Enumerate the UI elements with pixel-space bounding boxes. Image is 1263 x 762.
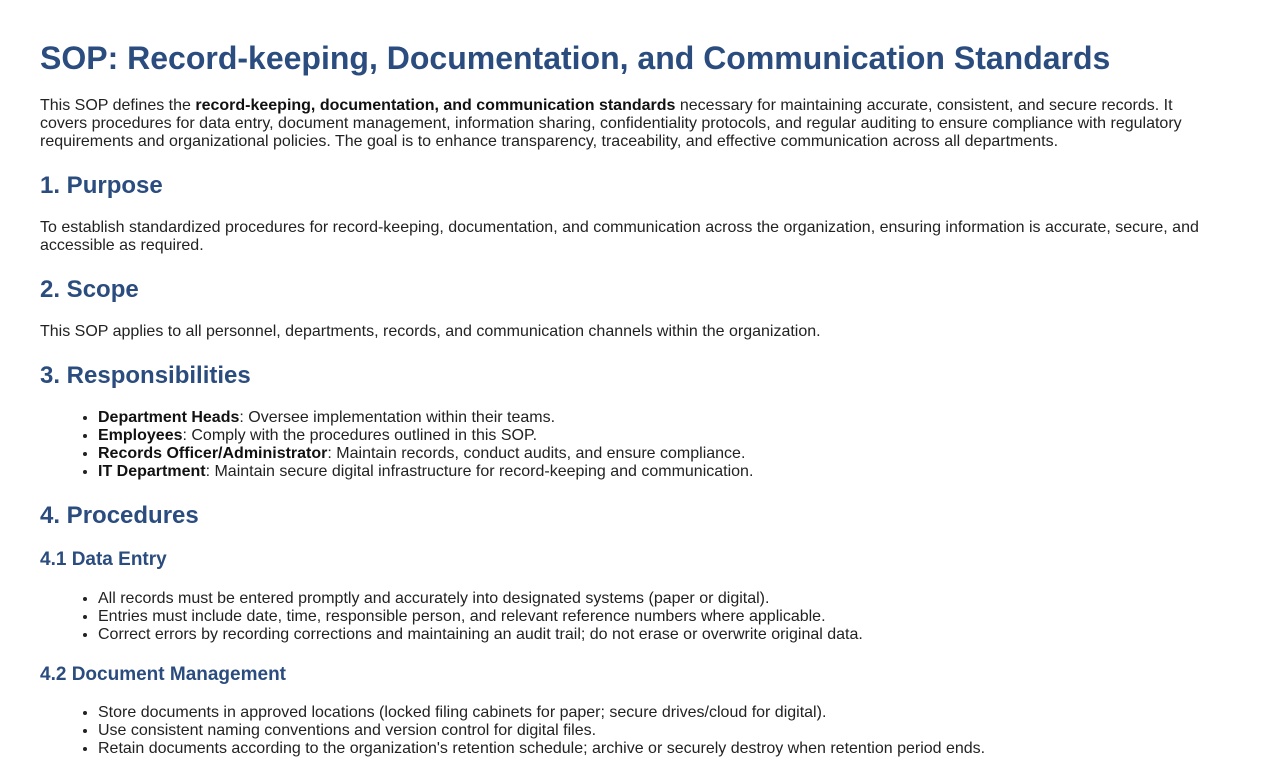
responsibilities-list: [40, 409, 1223, 481]
intro-text-end: necessary for maintaining accurate, consistent, and secure records. It covers procedures for data entry, document management, information sharing, confidentiality protocols, and regular auditing to ensure compliance with regulatory requirements and organizational policies. The goal is to enhance transparency, traceability, and effective communication across all departments.: [40, 97, 1182, 150]
intro-bold-text: record-keeping, documentation, and communication standards: [195, 97, 676, 114]
responsibilities-heading: 3. Responsibilities: [40, 362, 251, 389]
data-entry-heading: 4.1 Data Entry: [40, 549, 167, 570]
role-label: Records Officer/Administrator: [98, 445, 328, 462]
page-title: SOP: Record-keeping, Documentation, and Communication Standards: [40, 40, 1111, 76]
role-description: : Oversee implementation within their teams.: [239, 409, 556, 426]
list-item: • All records must be entered promptly and accurately into designated systems (paper or digital).: [98, 590, 1223, 608]
list-item: • Use consistent naming conventions and version control for digital files.: [98, 722, 1223, 740]
document-management-list: [40, 704, 1223, 758]
purpose-text: To establish standardized procedures for record-keeping, documentation, and communication across the organization, ensuring information is accurate, secure, and accessible as required.: [40, 219, 1199, 254]
intro-paragraph: [40, 97, 1223, 151]
intro-text-start: This SOP defines the: [40, 97, 196, 114]
role-description: : Maintain records, conduct audits, and ensure compliance.: [327, 445, 746, 462]
scope-heading: 2. Scope: [40, 276, 139, 303]
list-item: • Retain documents according to the organization's retention schedule; archive or securely destroy when retention period ends.: [98, 740, 1223, 758]
list-item: [98, 427, 1223, 445]
scope-text: This SOP applies to all personnel, departments, records, and communication channels within the organization.: [40, 323, 821, 340]
role-label: IT Department: [98, 463, 206, 480]
list-item: [98, 463, 1223, 481]
role-label: Department Heads: [98, 409, 240, 426]
list-item: • Entries must include date, time, responsible person, and relevant reference numbers where applicable.: [98, 608, 1223, 626]
list-item: • Correct errors by recording corrections and maintaining an audit trail; do not erase or overwrite original data.: [98, 626, 1223, 644]
role-label: Employees: [98, 427, 183, 444]
list-item: [98, 409, 1223, 427]
role-description: : Comply with the procedures outlined in this SOP.: [182, 427, 538, 444]
list-item: • Store documents in approved locations (locked filing cabinets for paper; secure drives/cloud for digital).: [98, 704, 1223, 722]
data-entry-list: [40, 590, 1223, 644]
procedures-heading: 4. Procedures: [40, 502, 199, 529]
list-item: [98, 445, 1223, 463]
document-management-heading: 4.2 Document Management: [40, 664, 286, 685]
role-description: : Maintain secure digital infrastructure for record-keeping and communication.: [205, 463, 754, 480]
purpose-heading: 1. Purpose: [40, 172, 163, 199]
